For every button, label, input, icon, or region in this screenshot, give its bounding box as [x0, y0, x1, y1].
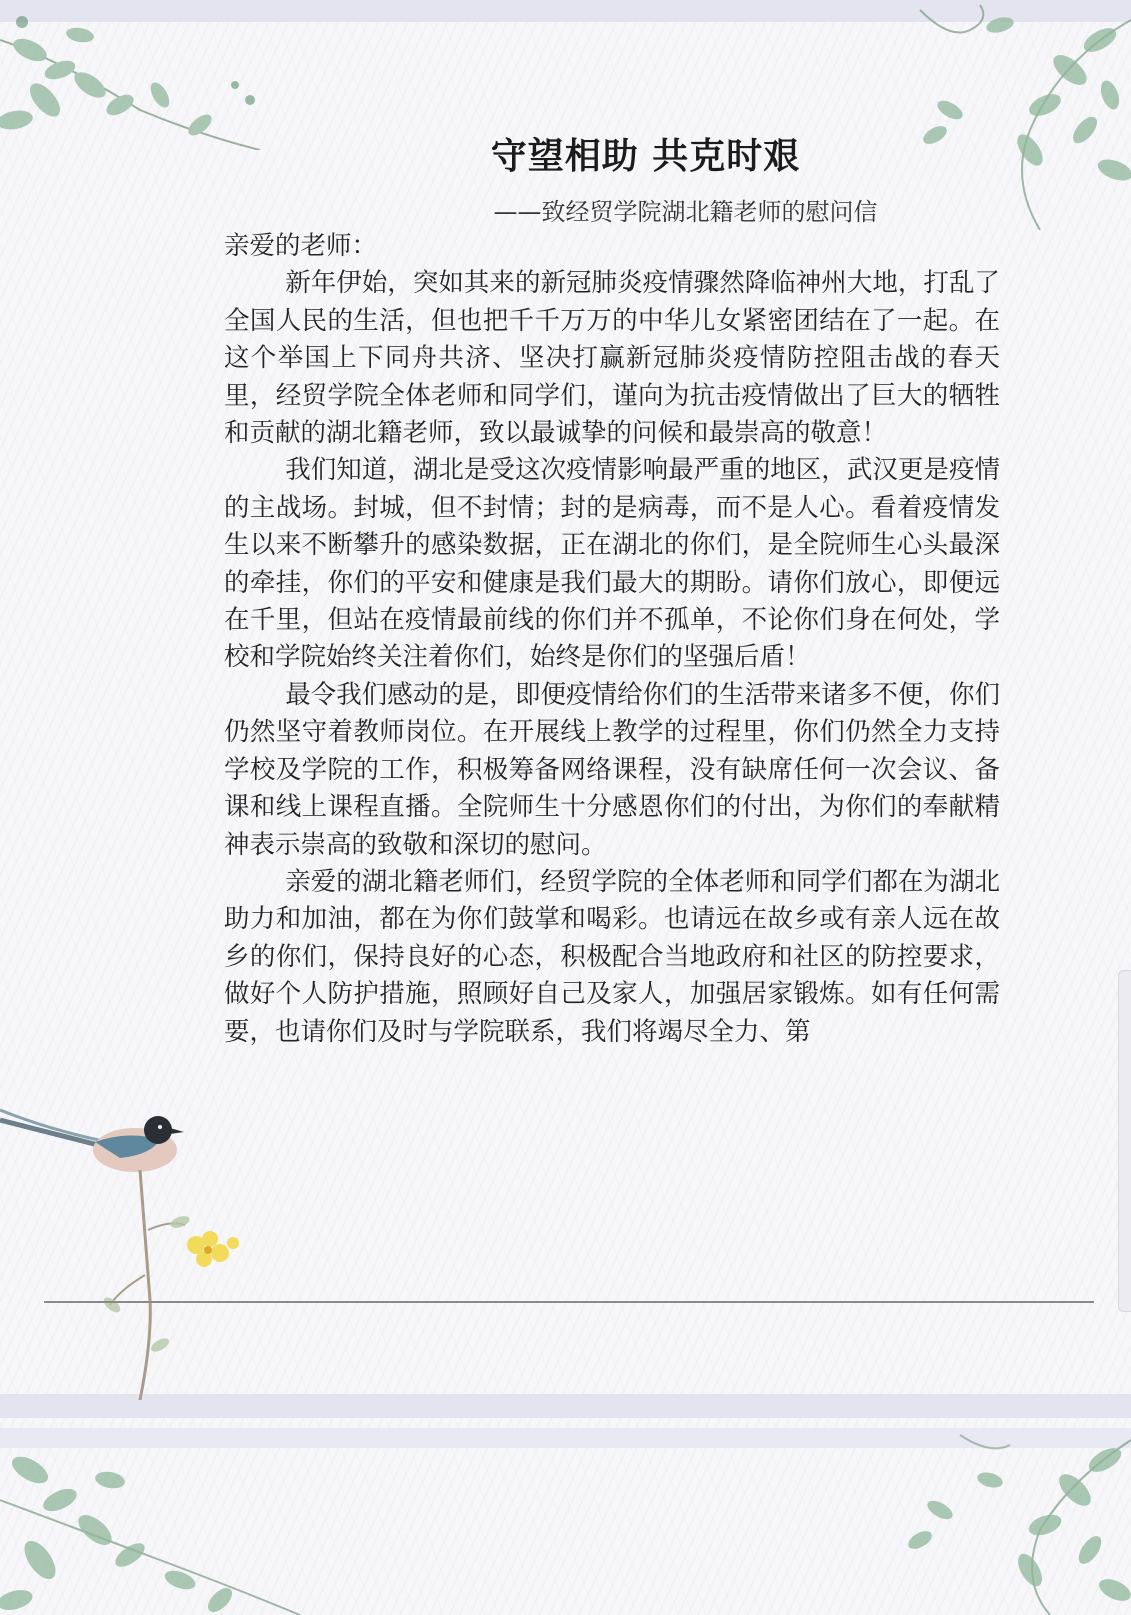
letter-body — [224, 228, 1000, 1051]
top-border-band — [0, 0, 1131, 22]
lower-border-band-secondary — [0, 1428, 1131, 1448]
scroll-handle[interactable] — [1118, 970, 1131, 1312]
lower-border-band — [0, 1394, 1131, 1418]
letter-title: 守望相助 共克时艰 — [490, 136, 801, 177]
yellow-flower-icon — [178, 1225, 258, 1285]
magpie-bird-icon — [0, 1100, 200, 1400]
letter-paragraph: 最令我们感动的是，即便疫情给你们的生活带来诸多不便，你们仍然坚守着教师岗位。在开展线上教学的过程里，你们仍然全力支持学校及学院的工作，积极筹备网络课程，没有缺席任何一次会议、备课和线上课程直播。全院师生十分感恩你们的付出，为你们的奉献精神表示崇高的致敬和深切的慰问。 — [224, 679, 1000, 860]
letter-paragraph: 新年伊始，突如其来的新冠肺炎疫情骤然降临神州大地，打乱了全国人民的生活，但也把千千万万的中华儿女紧密团结在了一起。在这个举国上下同舟共济、坚决打赢新冠肺炎疫情防控阻击战的春天里，经贸学院全体老师和同学们，谨向为抗击疫情做出了巨大的牺牲和贡献的湖北籍老师，致以最诚挚的问候和最崇高的敬意！ — [224, 268, 1000, 449]
letter-greeting: 亲爱的老师： — [224, 231, 378, 261]
leaf-vine-icon — [880, 1430, 1131, 1615]
letter-subtitle: ——致经贸学院湖北籍老师的慰问信 — [493, 198, 878, 226]
letter-paragraph: 我们知道，湖北是受这次疫情影响最严重的地区，武汉更是疫情的主战场。封城，但不封情；封的是病毒，而不是人心。看着疫情发生以来不断攀升的感染数据，正在湖北的你们，是全院师生心头最深的牵挂，你们的平安和健康是我们最大的期盼。请你们放心，即便远在千里，但站在疫情最前线的你们并不孤单，不论你们身在何处，学校和学院始终关注着你们，始终是你们的坚强后盾！ — [224, 455, 1000, 673]
leaf-sprig-icon — [0, 1440, 330, 1615]
page-divider — [44, 1301, 1094, 1303]
letter-paragraph: 亲爱的湖北籍老师们，经贸学院的全体老师和同学们都在为湖北助力和加油，都在为你们鼓掌和喝彩。也请远在故乡或有亲人远在故乡的你们，保持良好的心态，积极配合当地政府和社区的防控要求，做好个人防护措施，照顾好自己及家人，加强居家锻炼。如有任何需要，也请你们及时与学院联系，我们将竭尽全力、第 — [224, 866, 1000, 1047]
